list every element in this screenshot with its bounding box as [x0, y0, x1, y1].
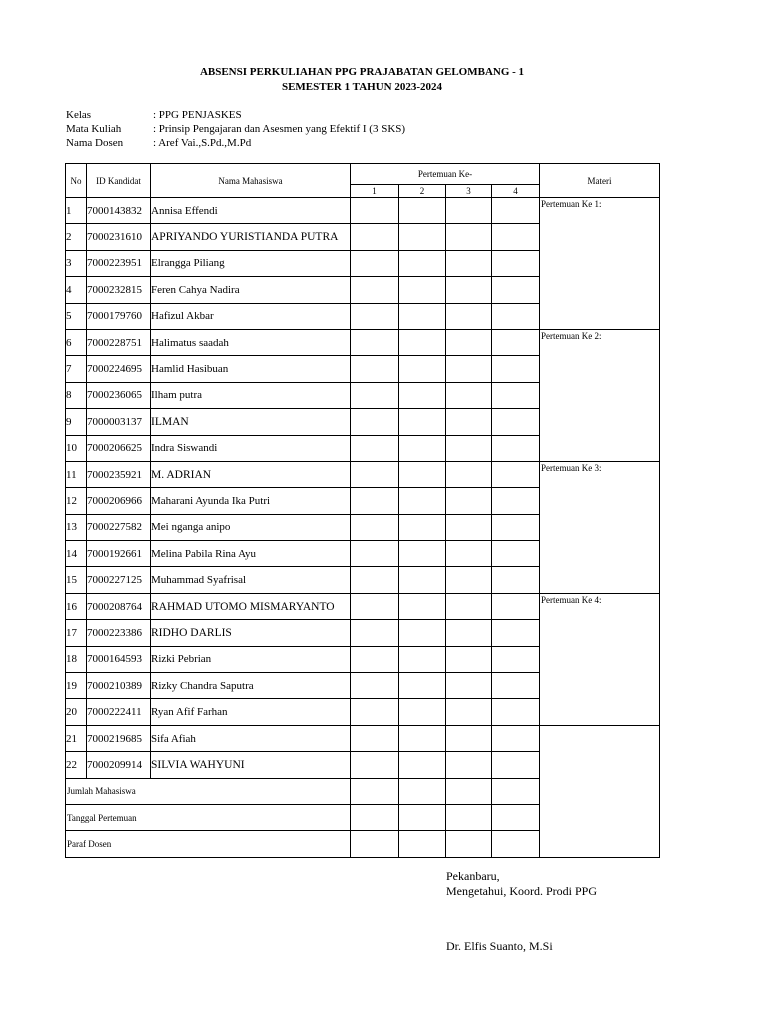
row-nama: Ryan Afif Farhan: [151, 699, 351, 725]
attendance-cell-session-4[interactable]: [492, 488, 540, 514]
attendance-cell-session-2[interactable]: [399, 303, 446, 329]
attendance-cell-session-1[interactable]: [351, 303, 399, 329]
attendance-cell-session-1[interactable]: [351, 277, 399, 303]
attendance-cell-session-1[interactable]: [351, 250, 399, 276]
row-id-kandidat: 7000228751: [87, 329, 151, 355]
attendance-cell-session-4[interactable]: [492, 673, 540, 699]
info-nama-dosen: [66, 136, 405, 150]
row-nama: ILMAN: [151, 409, 351, 435]
attendance-cell-session-1[interactable]: [351, 224, 399, 250]
attendance-cell-session-3[interactable]: [446, 646, 492, 672]
table-row: [66, 461, 660, 487]
attendance-cell-session-3[interactable]: [446, 567, 492, 593]
attendance-cell-session-4[interactable]: [492, 646, 540, 672]
attendance-cell-session-3[interactable]: [446, 277, 492, 303]
info-mata-kuliah: [66, 122, 405, 136]
attendance-cell-session-4[interactable]: [492, 593, 540, 619]
row-nama: RAHMAD UTOMO MISMARYANTO: [151, 593, 351, 619]
attendance-cell-session-1[interactable]: [351, 752, 399, 778]
attendance-cell-session-4[interactable]: [492, 620, 540, 646]
row-nama: Elrangga Piliang: [151, 250, 351, 276]
attendance-cell-session-1[interactable]: [351, 382, 399, 408]
info-label: Mata Kuliah: [66, 123, 122, 135]
row-id-kandidat: 7000206625: [87, 435, 151, 461]
attendance-cell-session-3[interactable]: [446, 725, 492, 751]
attendance-cell-session-1[interactable]: [351, 567, 399, 593]
summary-cell-session-1[interactable]: [351, 831, 399, 857]
attendance-cell-session-2[interactable]: [399, 277, 446, 303]
row-id-kandidat: 7000206966: [87, 488, 151, 514]
header-session-2: 2: [399, 185, 446, 198]
row-no: 4: [66, 277, 87, 303]
row-id-kandidat: 7000164593: [87, 646, 151, 672]
info-value: : Aref Vai.,S.Pd.,M.Pd: [153, 137, 252, 149]
attendance-cell-session-3[interactable]: [446, 699, 492, 725]
attendance-cell-session-3[interactable]: [446, 303, 492, 329]
info-value: : Prinsip Pengajaran dan Asesmen yang Efektif I (3 SKS): [153, 123, 406, 135]
attendance-cell-session-4[interactable]: [492, 752, 540, 778]
row-id-kandidat: 7000208764: [87, 593, 151, 619]
header-pertemuan: Pertemuan Ke-: [351, 164, 540, 185]
table-row: [66, 198, 660, 224]
attendance-cell-session-2[interactable]: [399, 514, 446, 540]
row-id-kandidat: 7000224695: [87, 356, 151, 382]
row-no: 3: [66, 250, 87, 276]
signature-name: Dr. Elfis Suanto, M.Si: [446, 939, 553, 953]
summary-cell-session-4[interactable]: [492, 804, 540, 830]
info-label: Nama Dosen: [66, 137, 124, 149]
attendance-body: [66, 198, 660, 858]
row-id-kandidat: 7000227125: [87, 567, 151, 593]
attendance-cell-session-4[interactable]: [492, 224, 540, 250]
attendance-cell-session-3[interactable]: [446, 620, 492, 646]
row-id-kandidat: 7000232815: [87, 277, 151, 303]
row-no: 1: [66, 198, 87, 224]
row-no: 19: [66, 673, 87, 699]
row-id-kandidat: 7000223386: [87, 620, 151, 646]
attendance-cell-session-4[interactable]: [492, 435, 540, 461]
course-info: [66, 108, 405, 150]
row-nama: Feren Cahya Nadira: [151, 277, 351, 303]
row-nama: Rizki Pebrian: [151, 646, 351, 672]
table-row: [66, 593, 660, 619]
row-no: 8: [66, 382, 87, 408]
attendance-cell-session-2[interactable]: [399, 461, 446, 487]
row-nama: Maharani Ayunda Ika Putri: [151, 488, 351, 514]
attendance-cell-session-2[interactable]: [399, 329, 446, 355]
summary-cell-session-1[interactable]: [351, 778, 399, 804]
attendance-cell-session-3[interactable]: [446, 329, 492, 355]
attendance-cell-session-2[interactable]: [399, 250, 446, 276]
attendance-cell-session-3[interactable]: [446, 435, 492, 461]
attendance-cell-session-2[interactable]: [399, 752, 446, 778]
header-session-3: 3: [446, 185, 492, 198]
row-no: 9: [66, 409, 87, 435]
row-nama: Annisa Effendi: [151, 198, 351, 224]
attendance-cell-session-2[interactable]: [399, 699, 446, 725]
row-id-kandidat: 7000223951: [87, 250, 151, 276]
row-id-kandidat: 7000209914: [87, 752, 151, 778]
row-nama: Sifa Afiah: [151, 725, 351, 751]
summary-cell-session-4[interactable]: [492, 778, 540, 804]
attendance-cell-session-1[interactable]: [351, 673, 399, 699]
attendance-cell-session-2[interactable]: [399, 593, 446, 619]
row-nama: Hamlid Hasibuan: [151, 356, 351, 382]
page-title: ABSENSI PERKULIAHAN PPG PRAJABATAN GELOMBANG - 1: [199, 66, 525, 78]
summary-cell-session-2[interactable]: [399, 831, 446, 857]
materi-cell: Pertemuan Ke 4:: [540, 593, 660, 725]
attendance-cell-session-1[interactable]: [351, 593, 399, 619]
row-no: 11: [66, 461, 87, 487]
row-no: 2: [66, 224, 87, 250]
row-id-kandidat: 7000003137: [87, 409, 151, 435]
summary-cell-session-4[interactable]: [492, 831, 540, 857]
summary-cell-session-1[interactable]: [351, 804, 399, 830]
row-nama: Hafizul Akbar: [151, 303, 351, 329]
row-nama: Halimatus saadah: [151, 329, 351, 355]
attendance-cell-session-3[interactable]: [446, 356, 492, 382]
table-row: [66, 329, 660, 355]
row-nama: RIDHO DARLIS: [151, 620, 351, 646]
row-nama: Ilham putra: [151, 382, 351, 408]
row-nama: Mei nganga anipo: [151, 514, 351, 540]
attendance-cell-session-4[interactable]: [492, 329, 540, 355]
attendance-cell-session-3[interactable]: [446, 461, 492, 487]
attendance-cell-session-1[interactable]: [351, 488, 399, 514]
attendance-cell-session-2[interactable]: [399, 409, 446, 435]
attendance-cell-session-1[interactable]: [351, 725, 399, 751]
row-no: 15: [66, 567, 87, 593]
attendance-cell-session-2[interactable]: [399, 541, 446, 567]
row-nama: M. ADRIAN: [151, 461, 351, 487]
row-no: 14: [66, 541, 87, 567]
attendance-cell-session-4[interactable]: [492, 461, 540, 487]
attendance-cell-session-3[interactable]: [446, 541, 492, 567]
attendance-cell-session-2[interactable]: [399, 435, 446, 461]
attendance-cell-session-1[interactable]: [351, 646, 399, 672]
summary-label: Tanggal Pertemuan: [66, 804, 351, 830]
materi-cell: Pertemuan Ke 1:: [540, 198, 660, 330]
attendance-cell-session-3[interactable]: [446, 514, 492, 540]
row-id-kandidat: 7000219685: [87, 725, 151, 751]
row-no: 22: [66, 752, 87, 778]
attendance-cell-session-2[interactable]: [399, 646, 446, 672]
summary-cell-session-2[interactable]: [399, 804, 446, 830]
attendance-cell-session-3[interactable]: [446, 224, 492, 250]
row-no: 7: [66, 356, 87, 382]
attendance-cell-session-4[interactable]: [492, 356, 540, 382]
header-id-kandidat: ID Kandidat: [87, 164, 151, 198]
summary-cell-session-3[interactable]: [446, 804, 492, 830]
attendance-cell-session-3[interactable]: [446, 593, 492, 619]
row-id-kandidat: 7000227582: [87, 514, 151, 540]
attendance-cell-session-2[interactable]: [399, 356, 446, 382]
header-session-1: 1: [351, 185, 399, 198]
attendance-cell-session-2[interactable]: [399, 725, 446, 751]
row-id-kandidat: 7000179760: [87, 303, 151, 329]
row-id-kandidat: 7000143832: [87, 198, 151, 224]
attendance-cell-session-1[interactable]: [351, 541, 399, 567]
table-row: [66, 725, 660, 751]
materi-cell: Pertemuan Ke 2:: [540, 329, 660, 461]
info-value: : PPG PENJASKES: [153, 109, 242, 121]
row-no: 16: [66, 593, 87, 619]
header-session-4: 4: [492, 185, 540, 198]
attendance-cell-session-1[interactable]: [351, 356, 399, 382]
attendance-cell-session-4[interactable]: [492, 699, 540, 725]
row-no: 5: [66, 303, 87, 329]
row-no: 6: [66, 329, 87, 355]
info-kelas: [66, 108, 405, 122]
attendance-cell-session-2[interactable]: [399, 673, 446, 699]
row-id-kandidat: 7000236065: [87, 382, 151, 408]
materi-cell: Pertemuan Ke 3:: [540, 461, 660, 593]
row-no: 13: [66, 514, 87, 540]
attendance-cell-session-3[interactable]: [446, 250, 492, 276]
row-no: 12: [66, 488, 87, 514]
row-nama: Rizky Chandra Saputra: [151, 673, 351, 699]
attendance-cell-session-1[interactable]: [351, 198, 399, 224]
attendance-cell-session-3[interactable]: [446, 752, 492, 778]
attendance-cell-session-1[interactable]: [351, 620, 399, 646]
row-nama: APRIYANDO YURISTIANDA PUTRA: [151, 224, 351, 250]
attendance-cell-session-1[interactable]: [351, 514, 399, 540]
materi-cell-empty: [540, 725, 660, 857]
attendance-cell-session-3[interactable]: [446, 382, 492, 408]
attendance-cell-session-4[interactable]: [492, 198, 540, 224]
attendance-cell-session-1[interactable]: [351, 461, 399, 487]
attendance-cell-session-3[interactable]: [446, 198, 492, 224]
attendance-cell-session-4[interactable]: [492, 382, 540, 408]
info-label: Kelas: [66, 109, 92, 121]
row-id-kandidat: 7000235921: [87, 461, 151, 487]
row-nama: Muhammad Syafrisal: [151, 567, 351, 593]
attendance-cell-session-2[interactable]: [399, 224, 446, 250]
page-subtitle: SEMESTER 1 TAHUN 2023-2024: [281, 81, 443, 93]
attendance-cell-session-1[interactable]: [351, 699, 399, 725]
attendance-cell-session-4[interactable]: [492, 250, 540, 276]
row-id-kandidat: 7000222411: [87, 699, 151, 725]
row-no: 21: [66, 725, 87, 751]
summary-cell-session-3[interactable]: [446, 831, 492, 857]
row-id-kandidat: 7000192661: [87, 541, 151, 567]
row-no: 20: [66, 699, 87, 725]
row-id-kandidat: 7000210389: [87, 673, 151, 699]
attendance-cell-session-2[interactable]: [399, 567, 446, 593]
row-id-kandidat: 7000231610: [87, 224, 151, 250]
row-nama: Melina Pabila Rina Ayu: [151, 541, 351, 567]
attendance-cell-session-4[interactable]: [492, 567, 540, 593]
summary-label: Paraf Dosen: [66, 831, 351, 857]
header-no: No: [66, 164, 87, 198]
row-nama: Indra Siswandi: [151, 435, 351, 461]
attendance-cell-session-3[interactable]: [446, 409, 492, 435]
row-no: 17: [66, 620, 87, 646]
attendance-cell-session-4[interactable]: [492, 303, 540, 329]
attendance-cell-session-3[interactable]: [446, 488, 492, 514]
attendance-cell-session-4[interactable]: [492, 514, 540, 540]
attendance-cell-session-2[interactable]: [399, 620, 446, 646]
signature-place: Pekanbaru,: [446, 869, 500, 883]
row-no: 18: [66, 646, 87, 672]
attendance-cell-session-2[interactable]: [399, 488, 446, 514]
attendance-cell-session-2[interactable]: [399, 382, 446, 408]
row-nama: SILVIA WAHYUNI: [151, 752, 351, 778]
header-materi: Materi: [540, 164, 660, 198]
attendance-cell-session-4[interactable]: [492, 725, 540, 751]
attendance-cell-session-4[interactable]: [492, 541, 540, 567]
attendance-table: [65, 163, 660, 858]
attendance-cell-session-1[interactable]: [351, 329, 399, 355]
attendance-cell-session-2[interactable]: [399, 198, 446, 224]
summary-label: Jumlah Mahasiswa: [66, 778, 351, 804]
row-no: 10: [66, 435, 87, 461]
attendance-cell-session-4[interactable]: [492, 277, 540, 303]
summary-cell-session-2[interactable]: [399, 778, 446, 804]
attendance-cell-session-1[interactable]: [351, 409, 399, 435]
signature-role: Mengetahui, Koord. Prodi PPG: [446, 884, 597, 898]
attendance-cell-session-3[interactable]: [446, 673, 492, 699]
attendance-cell-session-4[interactable]: [492, 409, 540, 435]
header-nama-mahasiswa: Nama Mahasiswa: [151, 164, 351, 198]
summary-cell-session-3[interactable]: [446, 778, 492, 804]
attendance-cell-session-1[interactable]: [351, 435, 399, 461]
